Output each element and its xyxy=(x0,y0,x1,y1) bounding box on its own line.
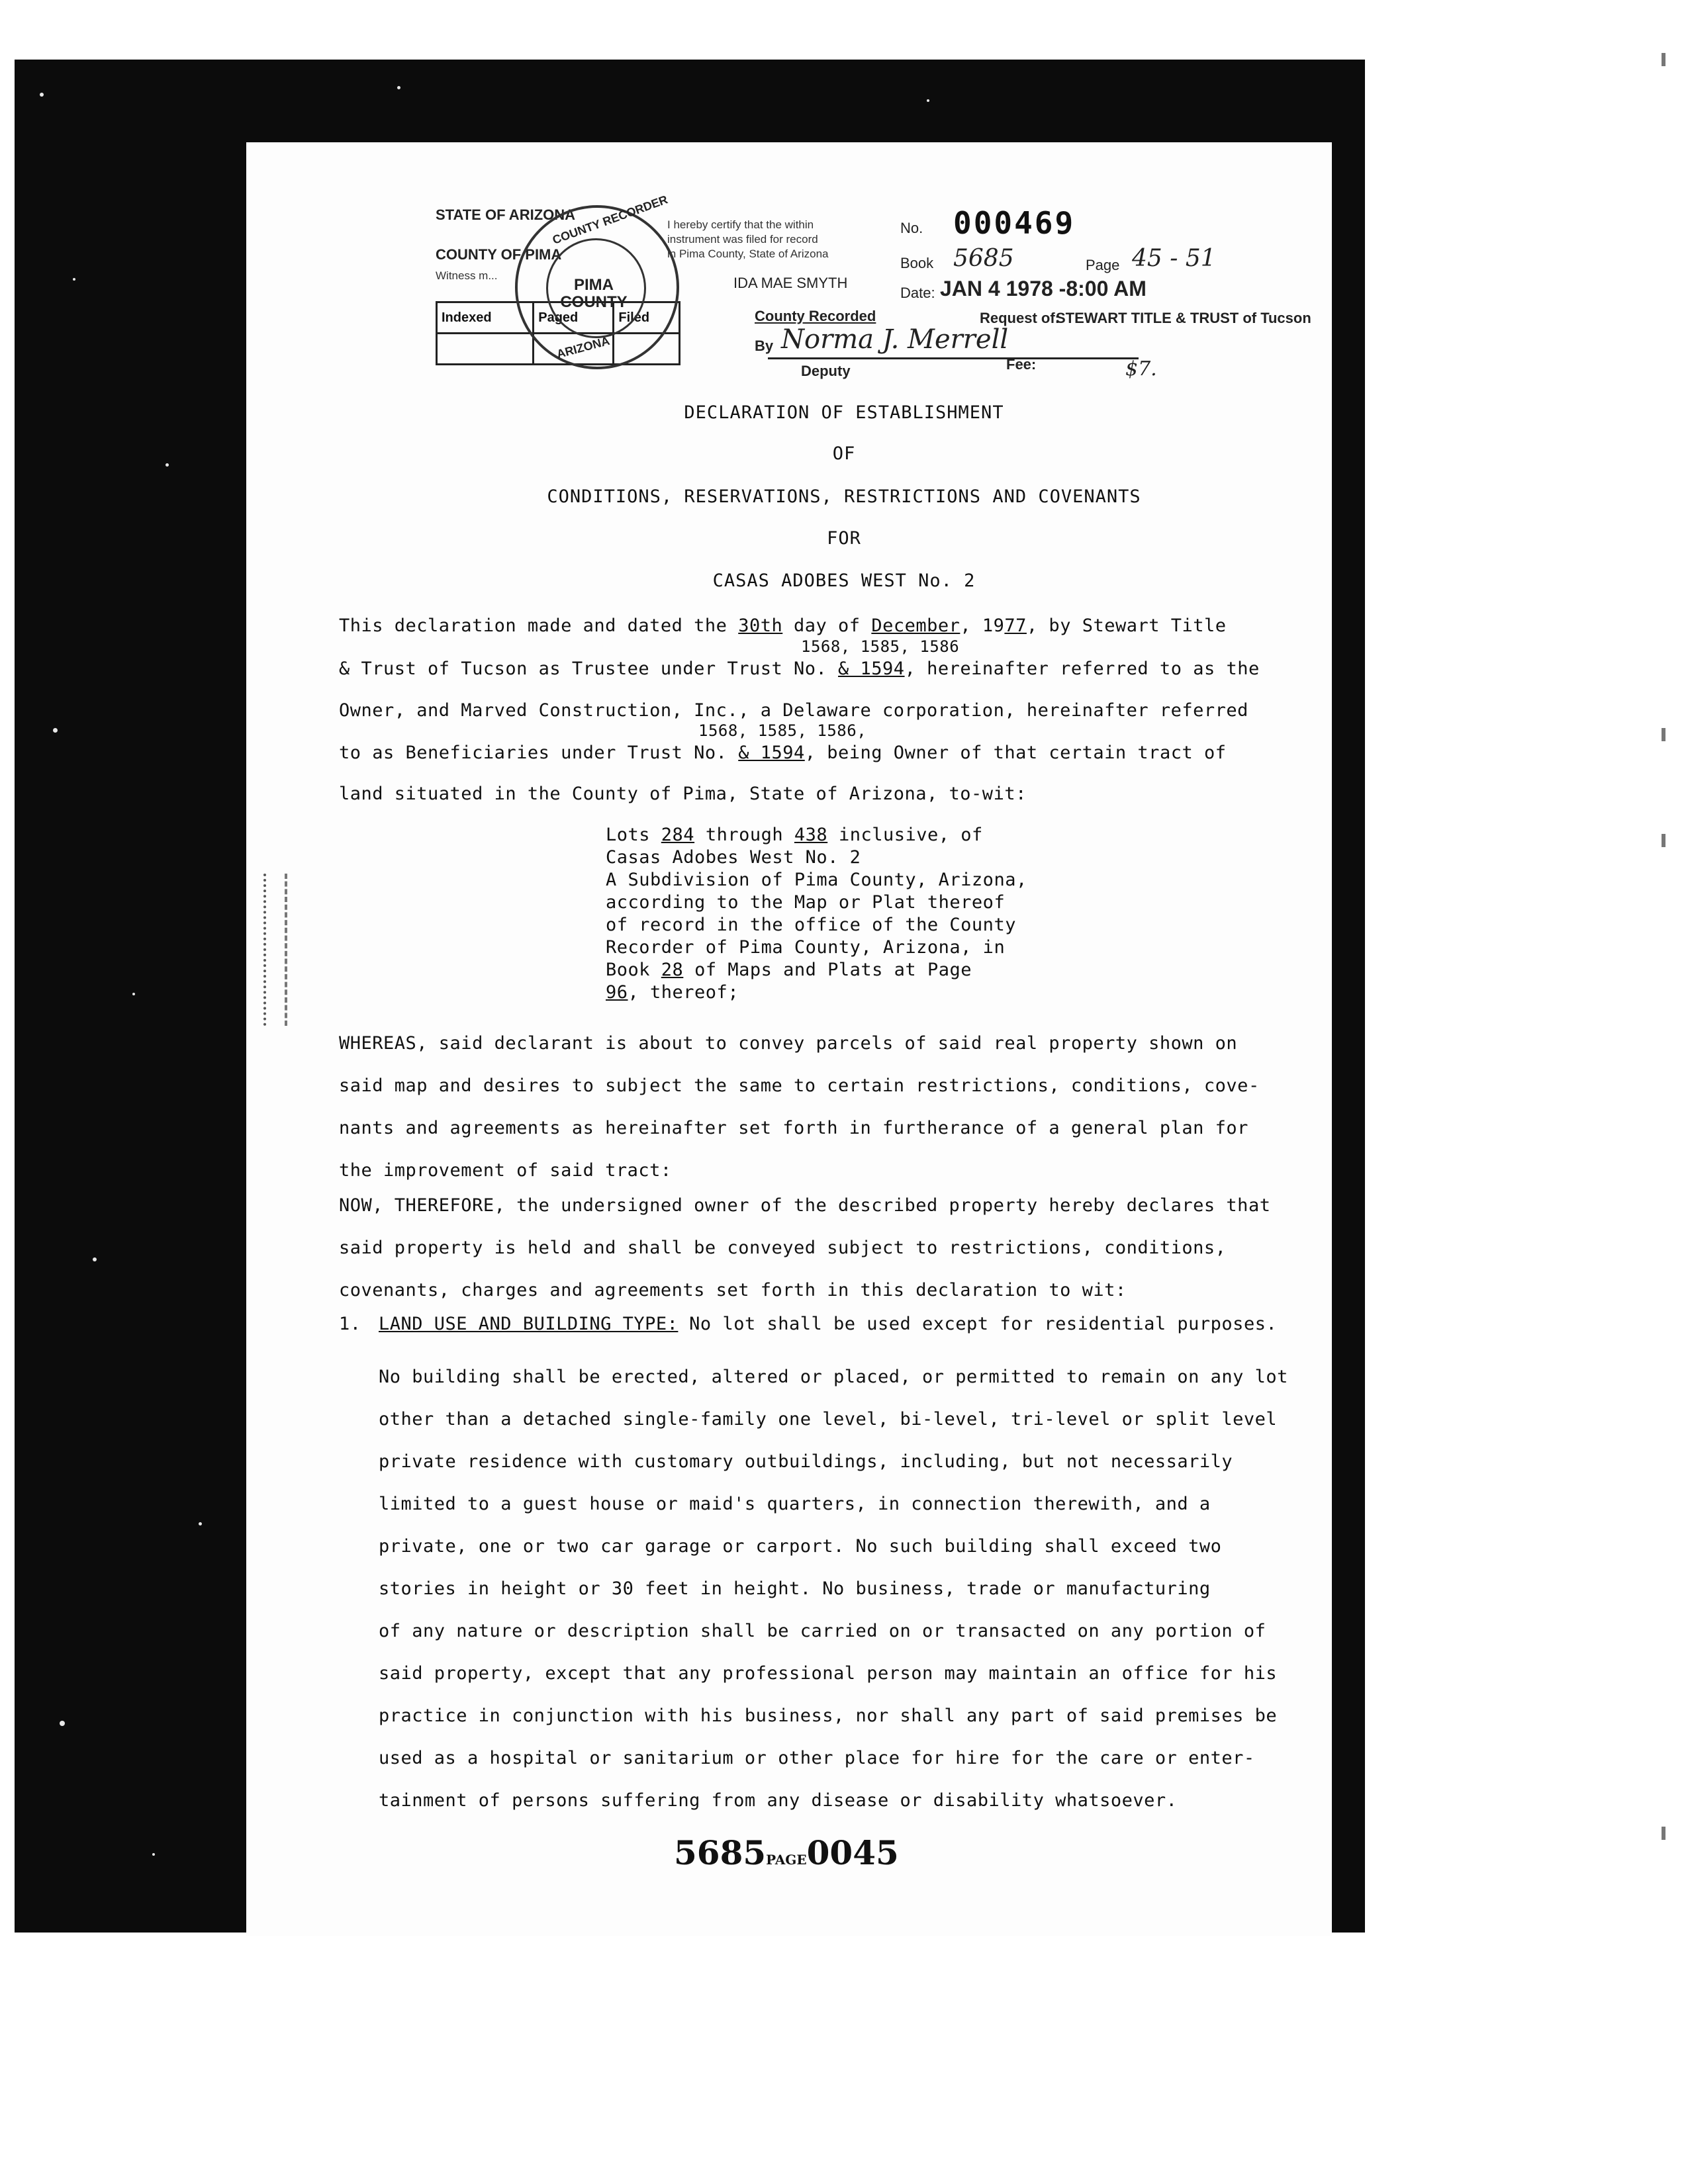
intro-line-5: land situated in the County of Pima, State of Arizona, to-wit: xyxy=(339,784,1027,804)
legal-line: of record in the office of the County xyxy=(606,915,1016,935)
intro-trust-no: & 1594 xyxy=(838,659,905,679)
whereas-line: said map and desires to subject the same to certain restrictions, conditions, cove- xyxy=(339,1075,1260,1096)
intro-line-2 xyxy=(339,659,1260,679)
legal-lot-from: 284 xyxy=(661,825,695,845)
intro-text: , being Owner of that certain tract of xyxy=(804,743,1227,763)
section-1-line: No building shall be erected, altered or placed, or permitted to remain on any lot xyxy=(379,1367,1288,1387)
legal-line: Recorder of Pima County, Arizona, in xyxy=(606,937,1006,958)
footer-book-page xyxy=(674,1833,899,1872)
title-line-2: OF xyxy=(832,443,856,464)
legal-page: 96 xyxy=(606,982,628,1003)
legal-text: of Maps and Plats at Page xyxy=(694,960,972,980)
margin-mark xyxy=(1662,53,1665,66)
now-therefore-line: NOW, THEREFORE, the undersigned owner of the described property hereby declares that xyxy=(339,1195,1271,1216)
margin-mark xyxy=(1662,834,1665,847)
seal-middle-text: PIMA COUNTY xyxy=(560,276,628,311)
intro-line-4 xyxy=(339,743,1226,763)
book-value: 5685 xyxy=(953,245,1014,272)
footer-page: 0045 xyxy=(806,1833,899,1872)
title-line-1: DECLARATION OF ESTABLISHMENT xyxy=(684,402,1004,423)
title-line-3: CONDITIONS, RESERVATIONS, RESTRICTIONS AND COVENANTS xyxy=(547,486,1141,507)
legal-line xyxy=(606,981,1027,1004)
legal-line xyxy=(606,959,1027,981)
margin-mark xyxy=(1662,728,1665,741)
scan-speck xyxy=(93,1257,97,1261)
by-label: By xyxy=(755,338,774,354)
page-label: Page xyxy=(1086,257,1120,273)
intro-line-1 xyxy=(339,615,1227,636)
certify-line: in Pima County, State of Arizona xyxy=(667,248,829,260)
county-recorded: County Recorded xyxy=(755,308,876,324)
legal-text: Lots xyxy=(606,825,651,845)
scan-speck xyxy=(60,1721,65,1726)
stamp-state: STATE OF ARIZONA xyxy=(436,206,576,223)
footer-book: 5685 xyxy=(674,1833,767,1872)
scan-speck xyxy=(152,1853,155,1856)
page-value: 45 - 51 xyxy=(1132,245,1216,272)
stamp-county: COUNTY OF PIMA xyxy=(436,246,562,263)
section-1-first-line xyxy=(379,1314,1277,1334)
legal-line: A Subdivision of Pima County, Arizona, xyxy=(606,870,1027,890)
scan-speck xyxy=(73,278,75,281)
section-1-line: of any nature or description shall be carried on or transacted on any portion of xyxy=(379,1621,1266,1641)
section-1-line: said property, except that any professional person may maintain an office for his xyxy=(379,1663,1278,1684)
section-1-line: other than a detached single-family one level, bi-level, tri-level or split level xyxy=(379,1409,1278,1430)
section-1-body xyxy=(379,1356,1288,1822)
scan-speck xyxy=(40,93,44,97)
section-1-line: private residence with customary outbuildings, including, but not necessarily xyxy=(379,1451,1233,1472)
intro-text: This declaration made and dated the xyxy=(339,615,727,636)
intro-text: & Trust of Tucson as Trustee under Trust No. xyxy=(339,659,827,679)
section-1-number: 1. xyxy=(339,1314,361,1334)
intro-month: December xyxy=(871,615,961,636)
intro-line-3: Owner, and Marved Construction, Inc., a Delaware corporation, hereinafter referred xyxy=(339,700,1248,721)
whereas-paragraph xyxy=(339,1023,1260,1192)
legal-description xyxy=(606,824,1027,1004)
legal-line: Casas Adobes West No. 2 xyxy=(606,847,861,868)
title-line-4: FOR xyxy=(827,528,861,549)
section-1-text: No lot shall be used except for residential purposes. xyxy=(689,1314,1278,1334)
intro-year: 77 xyxy=(1004,615,1027,636)
intro-text: day of xyxy=(794,615,861,636)
certify-line: I hereby certify that the within xyxy=(667,218,814,231)
section-1-line: used as a hospital or sanitarium or other place for hire for the care or enter- xyxy=(379,1748,1255,1768)
fee-value: $7. xyxy=(1125,357,1157,381)
date-value: JAN 4 1978 -8:00 AM xyxy=(940,277,1147,300)
intro-day: 30th xyxy=(738,615,783,636)
margin-stamp xyxy=(285,874,294,1026)
scan-speck xyxy=(397,86,400,89)
trust-numbers-1: 1568, 1585, 1586 xyxy=(801,637,960,656)
legal-lot-to: 438 xyxy=(794,825,828,845)
seal-bottom-text: ARIZONA xyxy=(555,334,612,361)
section-1-line: limited to a guest house or maid's quarters, in connection therewith, and a xyxy=(379,1494,1211,1514)
title-line-5: CASAS ADOBES WEST No. 2 xyxy=(712,570,976,591)
ledger-paged: Paged xyxy=(534,302,614,334)
legal-text: through xyxy=(705,825,784,845)
intro-text: , 19 xyxy=(960,615,1005,636)
scan-speck xyxy=(199,1522,202,1525)
legal-text: inclusive, of xyxy=(838,825,983,845)
intro-text: to as Beneficiaries under Trust No. xyxy=(339,743,727,763)
legal-text: , thereof; xyxy=(628,982,739,1003)
signature-line xyxy=(768,357,1139,359)
legal-book: 28 xyxy=(661,960,684,980)
margin-mark xyxy=(1662,1827,1665,1840)
intro-text: , by Stewart Title xyxy=(1026,615,1227,636)
recorder-name: IDA MAE SMYTH xyxy=(733,275,848,291)
recorder-signature: Norma J. Merrell xyxy=(781,324,1009,355)
now-therefore-line: covenants, charges and agreements set forth in this declaration to wit: xyxy=(339,1280,1127,1300)
request-label: Request of: xyxy=(980,310,1060,326)
stamp-witness: Witness m... xyxy=(436,269,498,282)
scan-speck xyxy=(132,993,135,995)
whereas-line: WHEREAS, said declarant is about to convey parcels of said real property shown on xyxy=(339,1033,1238,1054)
legal-line: according to the Map or Plat thereof xyxy=(606,892,1006,913)
section-1-heading: LAND USE AND BUILDING TYPE: xyxy=(379,1314,679,1334)
section-1-line: practice in conjunction with his business, nor shall any part of said premises be xyxy=(379,1706,1278,1726)
seal-top-text: COUNTY RECORDER xyxy=(550,193,670,247)
trust-numbers-2: 1568, 1585, 1586, xyxy=(698,721,867,740)
doc-no-label: No. xyxy=(900,220,923,236)
intro-text: , hereinafter referred to as the xyxy=(904,659,1260,679)
deputy-label: Deputy xyxy=(801,363,851,379)
ledger-filed: Filed xyxy=(614,302,680,334)
doc-number: 000469 xyxy=(953,205,1076,241)
fee-label: Fee: xyxy=(1006,356,1037,373)
legal-text: Book xyxy=(606,960,651,980)
section-1-line: stories in height or 30 feet in height. No business, trade or manufacturing xyxy=(379,1578,1211,1599)
margin-stamp xyxy=(263,874,273,1026)
now-therefore-line: said property is held and shall be conveyed subject to restrictions, conditions, xyxy=(339,1238,1227,1258)
whereas-line: the improvement of said tract: xyxy=(339,1160,672,1181)
request-value: STEWART TITLE & TRUST of Tucson xyxy=(1056,310,1311,326)
certify-line: instrument was filed for record xyxy=(667,233,818,246)
now-therefore-paragraph xyxy=(339,1185,1270,1312)
legal-line xyxy=(606,824,1027,846)
whereas-line: nants and agreements as hereinafter set forth in furtherance of a general plan for xyxy=(339,1118,1248,1138)
section-1-line: tainment of persons suffering from any disease or disability whatsoever. xyxy=(379,1790,1178,1811)
footer-page-label: PAGE xyxy=(766,1852,807,1868)
scan-speck xyxy=(53,728,58,733)
book-label: Book xyxy=(900,255,934,271)
section-1-line: private, one or two car garage or carport. No such building shall exceed two xyxy=(379,1536,1222,1557)
ledger-indexed: Indexed xyxy=(437,302,534,334)
scan-speck xyxy=(927,99,929,102)
date-label: Date: xyxy=(900,285,935,301)
intro-trust-no: & 1594 xyxy=(738,743,805,763)
